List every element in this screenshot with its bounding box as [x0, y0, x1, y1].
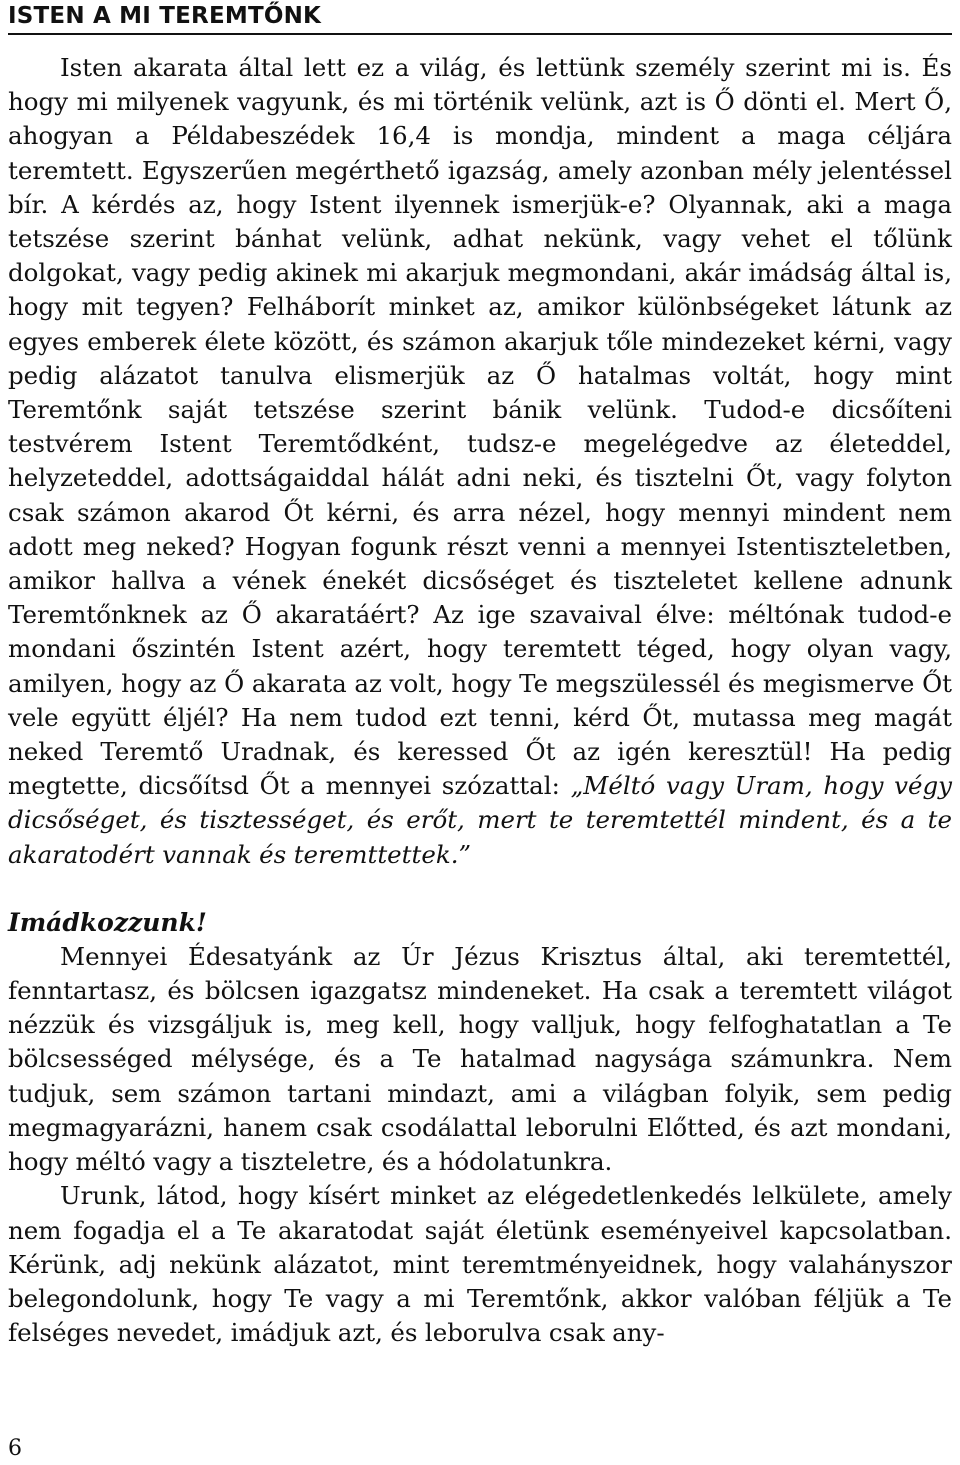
page — [8, 0, 952, 1350]
page-title: ISTEN A MI TEREMTŐNK — [8, 3, 322, 29]
page-number: 6 — [8, 1436, 22, 1461]
paragraph-1-text: Isten akarata által lett ez a világ, és lettünk személy szerint mi is. És hogy mi milyenek vagyunk, és mi történik velünk, azt is Ő dönti el. Mert Ő, ahogyan a Példabeszédek 16,4 is mondja, mindent a maga céljára teremtett. Egyszerűen megérthető igazság, amely azonban mély jelentéssel bír. A kérdés az, hogy Istent ilyennek ismerjük-e? Olyannak, aki a maga tetszése szerint bánhat velünk, adhat nekünk, vagy vehet el tőlünk dolgokat, vagy pedig akinek mi akarjuk megmondani, akár imádság által is, hogy mit tegyen? Felháborít minket az, amikor különbségeket látunk az egyes emberek élete között, és számon akarjuk tőle mindezeket kérni, vagy pedig alázatot tanulva elismerjük az Ő hatalmas voltát, hogy mint Teremtőnk saját tetszése szerint bánik velünk. Tudod-e dicsőíteni testvérem Istent Teremtődként, tudsz-e megelégedve az életeddel, helyzeteddel, adottságaiddal hálát adni neki, és tisztelni Őt, vagy folyton csak számon akarod Őt kérni, és arra nézel, hogy mennyi mindent nem adott meg neked? Hogyan fogunk részt venni a mennyei Istentiszteletben, amikor hallva a vének énekét dicsőséget és tiszteletet kellene adnunk Teremtőnknek az Ő akaratáért? Az ige szavaival élve: méltónak tudod-e mondani őszintén Istent azért, hogy teremtett téged, hogy olyan vagy, amilyen, hogy az Ő akarata az volt, hogy Te megszülessél és megismerve Őt vele együtt éljél? Ha nem tudod ezt tenni, kérd Őt, mutassa meg magát neked Teremtő Uradnak, és keressed Őt az igén keresztül! Ha pedig megtette, dicsőítsd Őt a mennyei szózattal: — [8, 53, 952, 801]
prayer-heading: Imádkozzunk! — [8, 907, 207, 937]
title-divider — [8, 33, 952, 35]
scripture-quote: „Méltó vagy Uram, hogy végy dicsőséget, és tisztességet, és erőt, mert te teremtettél mindent, és a te akaratodért vannak és teremttettek.” — [8, 771, 952, 869]
paragraph-2: Mennyei Édesatyánk az Úr Jézus Krisztus által, aki teremtettél, fenntartasz, és bölcsen igazgatsz mindeneket. Ha csak a teremtett világot nézzük és vizsgáljuk is, meg kell, hogy valljuk, hogy felfoghatatlan a Te bölcsességed mélysége, és a Te hatalmad nagysága számunkra. Nem tudjuk, sem számon tartani mindazt, ami a világban folyik, sem pedig megmagyarázni, hanem csak csodálattal leborulni Előtted, és azt mondani, hogy méltó vagy a tiszteletre, és a hódolatunkra. — [8, 941, 952, 1177]
paragraph-3: Urunk, látod, hogy kísért minket az elégedetlenkedés lelkülete, amely nem fogadja el a Te akaratodat saját életünk eseményeivel kapcsolatban. Kérünk, adj nekünk alázatot, mint teremtményeidnek, hogy valahányszor belegondolunk, hogy Te vagy a mi Teremtőnk, akkor valóban féljük a Te felséges nevedet, imádjuk azt, és leborulva csak any- — [8, 1181, 952, 1348]
paragraph-1 — [8, 51, 952, 872]
main-text — [8, 51, 952, 1350]
